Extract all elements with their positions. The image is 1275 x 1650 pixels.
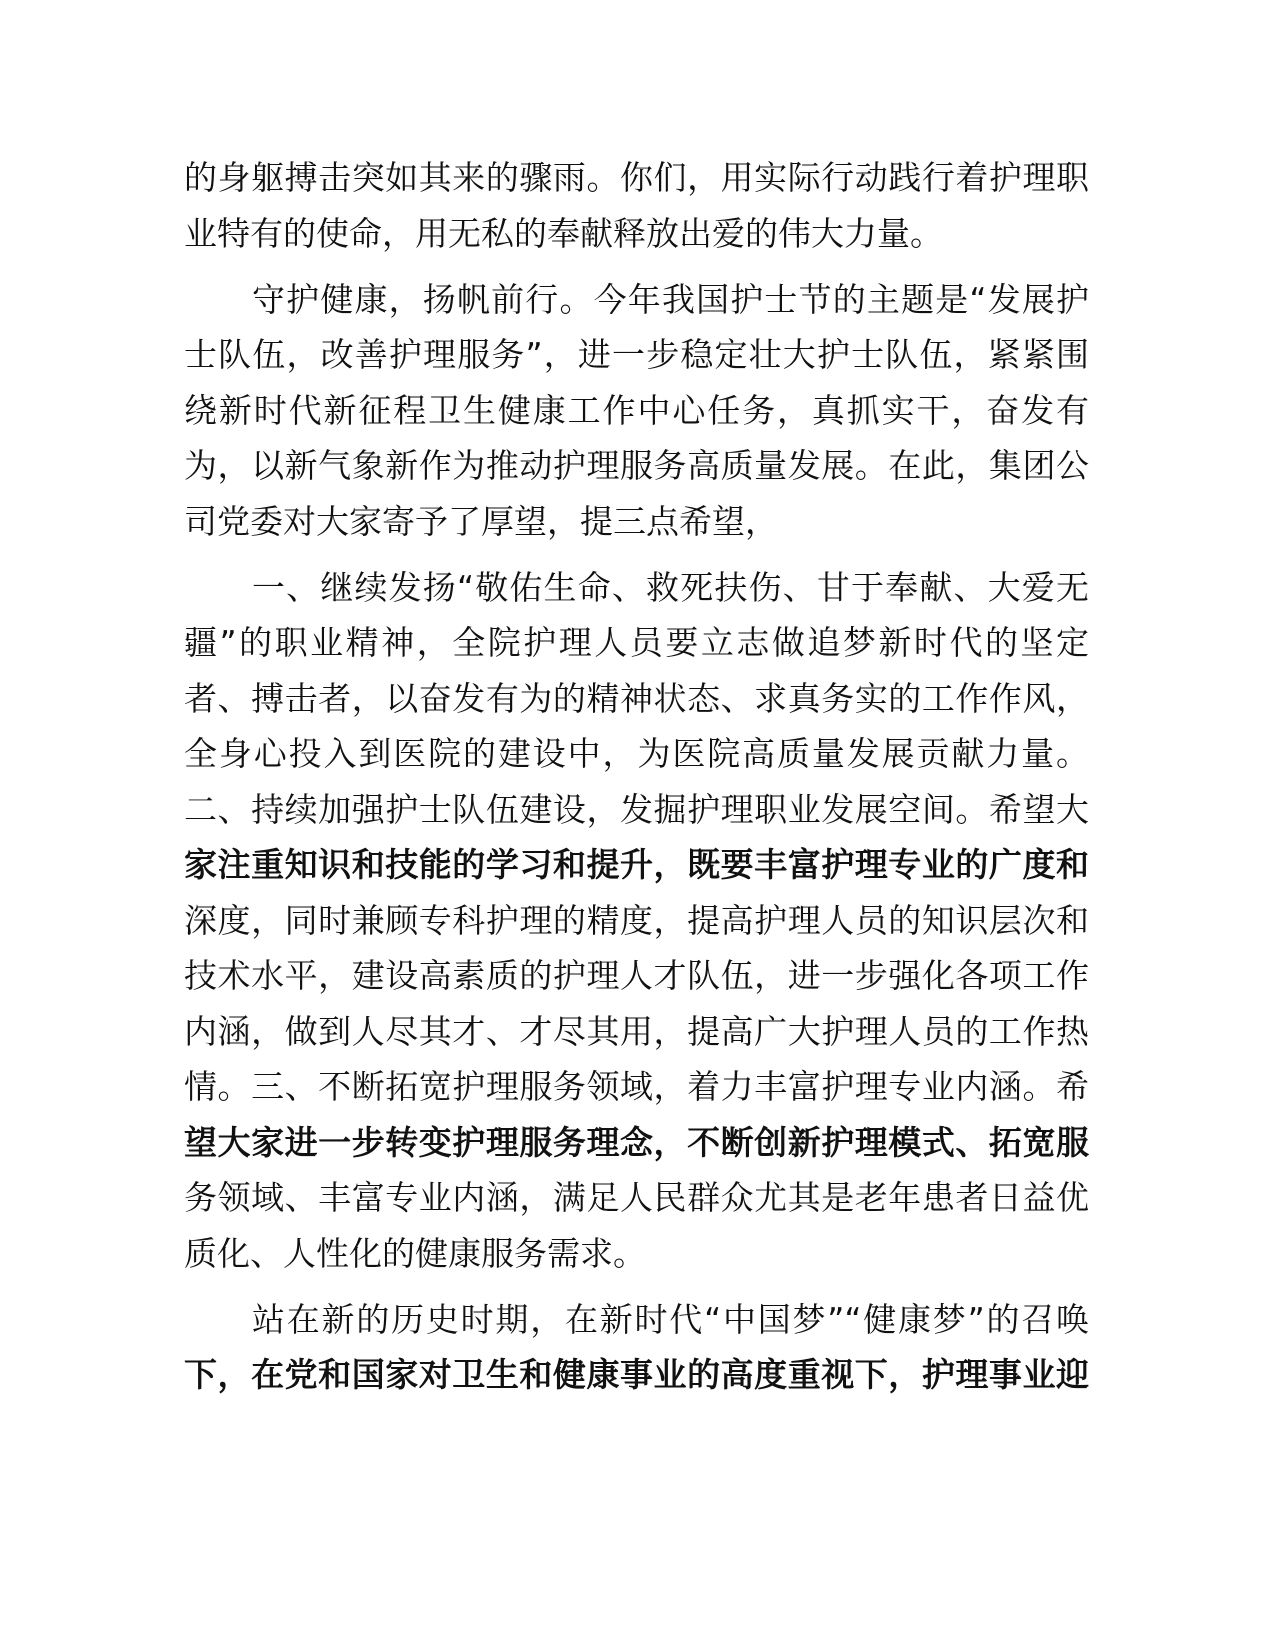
text-line: 深度，同时兼顾专科护理的精度，提高护理人员的知识层次和 bbox=[184, 901, 1089, 940]
text-line: 绕新时代新征程卫生健康工作中心任务，真抓实干，奋发有 bbox=[184, 391, 1089, 430]
text-line: 站在新的历史时期，在新时代“中国梦”“健康梦”的召唤 bbox=[252, 1300, 1089, 1339]
text-line: 家注重知识和技能的学习和提升，既要丰富护理专业的广度和 bbox=[184, 845, 1089, 884]
text-line: 者、搏击者，以奋发有为的精神状态、求真务实的工作作风， bbox=[184, 679, 1089, 718]
text-line: 二、持续加强护士队伍建设，发掘护理职业发展空间。希望大 bbox=[184, 790, 1089, 829]
text-line: 守护健康，扬帆前行。今年我国护士节的主题是“发展护 bbox=[252, 280, 1089, 319]
text-line: 士队伍，改善护理服务”，进一步稳定壮大护士队伍，紧紧围 bbox=[184, 335, 1089, 374]
text-line: 的身躯搏击突如其来的骤雨。你们，用实际行动践行着护理职 bbox=[184, 158, 1089, 197]
text-line: 疆”的职业精神，全院护理人员要立志做追梦新时代的坚定 bbox=[184, 623, 1089, 662]
text-line: 情。三、不断拓宽护理服务领域，着力丰富护理专业内涵。希 bbox=[184, 1067, 1089, 1106]
text-line: 业特有的使命，用无私的奉献释放出爱的伟大力量。 bbox=[184, 214, 943, 253]
text-line: 一、继续发扬“敬佑生命、救死扶伤、甘于奉献、大爱无 bbox=[252, 568, 1089, 607]
text-line: 质化、人性化的健康服务需求。 bbox=[184, 1234, 646, 1273]
text-line: 全身心投入到医院的建设中，为医院高质量发展贡献力量。 bbox=[184, 734, 1089, 773]
text-line: 望大家进一步转变护理服务理念，不断创新护理模式、拓宽服 bbox=[184, 1123, 1089, 1162]
text-line: 下，在党和国家对卫生和健康事业的高度重视下，护理事业迎 bbox=[184, 1355, 1089, 1394]
text-line: 技术水平，建设高素质的护理人才队伍，进一步强化各项工作 bbox=[184, 956, 1089, 995]
text-line: 司党委对大家寄予了厚望，提三点希望， bbox=[184, 502, 778, 541]
text-line: 务领域、丰富专业内涵，满足人民群众尤其是老年患者日益优 bbox=[184, 1178, 1089, 1217]
text-line: 为，以新气象新作为推动护理服务高质量发展。在此，集团公 bbox=[184, 446, 1089, 485]
text-line: 内涵，做到人尽其才、才尽其用，提高广大护理人员的工作热 bbox=[184, 1012, 1089, 1051]
